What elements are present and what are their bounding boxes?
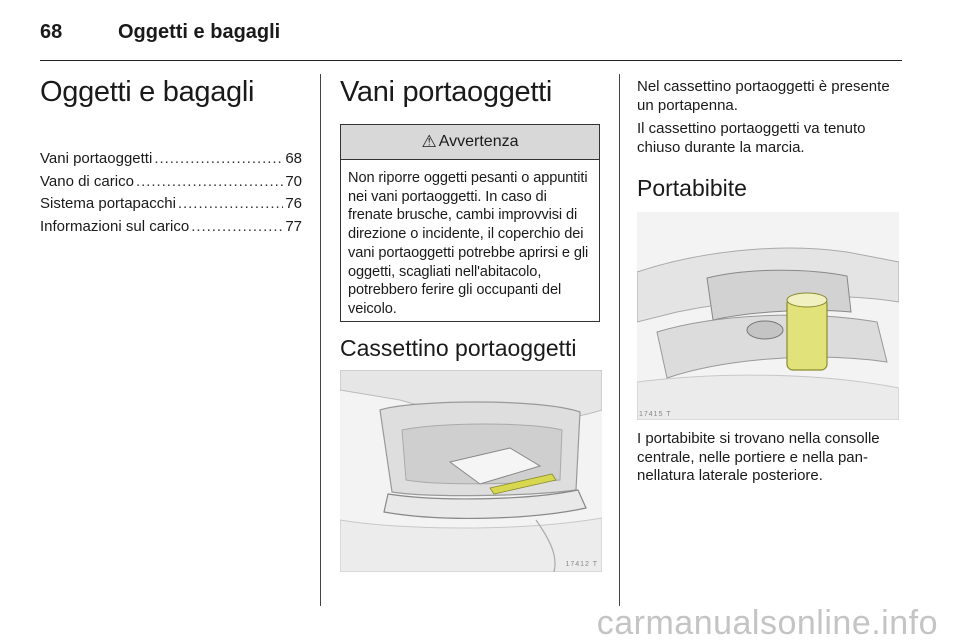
toc-item[interactable] [40,218,302,241]
toc-item-label: Vano di carico [40,172,134,190]
column-left [40,74,302,235]
cupholder-illustration [637,212,899,420]
toc-item[interactable] [40,150,302,173]
cupholder-drawing [637,212,899,420]
table-of-contents [40,150,302,240]
toc-item-label: Vani portaoggetti [40,150,153,167]
toc-item-page: 68 [285,150,302,167]
warning-text: Non riporre oggetti pesanti o appuntiti nei vani portaoggetti. In caso di frenate brusche, cambi improvvisi di direzione o incidente, il coperchio dei vani portaoggetti potrebbe aprirsi e gli oggetti, scagliati nell'abitacolo, potrebbero ferire gli occupanti del veicolo. [348,170,589,317]
toc-leader-dots [178,195,283,212]
toc-item-label: Informazioni sul carico [40,217,190,235]
warning-triangle-icon: ⚠ [421,132,437,151]
paragraph-cupholder-locations: I portabibite si trovano nella consolle centrale, nelle portiere e nella pannellatura laterale posteriore. [637,430,880,484]
chapter-title: Oggetti e bagagli [40,76,255,108]
column-middle [340,74,602,568]
toc-leader-dots [191,218,283,235]
image-label: 17415 T [639,411,672,418]
page-header [40,18,902,61]
warning-title: Avvertenza [438,133,519,150]
glovebox-drawing [340,370,602,572]
toc-leader-dots [154,150,283,167]
image-label: 17412 T [565,561,598,568]
page-number: 68 [40,21,63,43]
paragraph-keep-closed: Il cassettino portaoggetti va tenuto chiuso durante la marcia. [637,120,866,156]
toc-item[interactable] [40,195,302,218]
subsection-title-cupholder: Portabibite [637,175,747,201]
warning-header [341,125,599,160]
toc-item-label: Sistema portapacchi [40,195,176,212]
toc-item[interactable] [40,173,302,196]
warning-box [340,124,600,322]
running-title: Oggetti e bagagli [118,21,281,43]
subsection-title-glovebox: Cassettino portaoggetti [340,335,577,361]
toc-leader-dots [136,173,283,190]
glovebox-illustration [340,370,602,572]
toc-item-page: 70 [285,172,302,190]
column-divider [320,74,321,606]
column-divider [619,74,620,606]
toc-item-page: 76 [285,195,302,212]
section-title: Vani portaoggetti [340,76,553,108]
paragraph-penholder: Nel cassettino portaoggetti è presente un portapenna. [637,78,890,114]
watermark: carmanualsonline.info [596,604,938,642]
toc-item-page: 77 [285,217,302,235]
